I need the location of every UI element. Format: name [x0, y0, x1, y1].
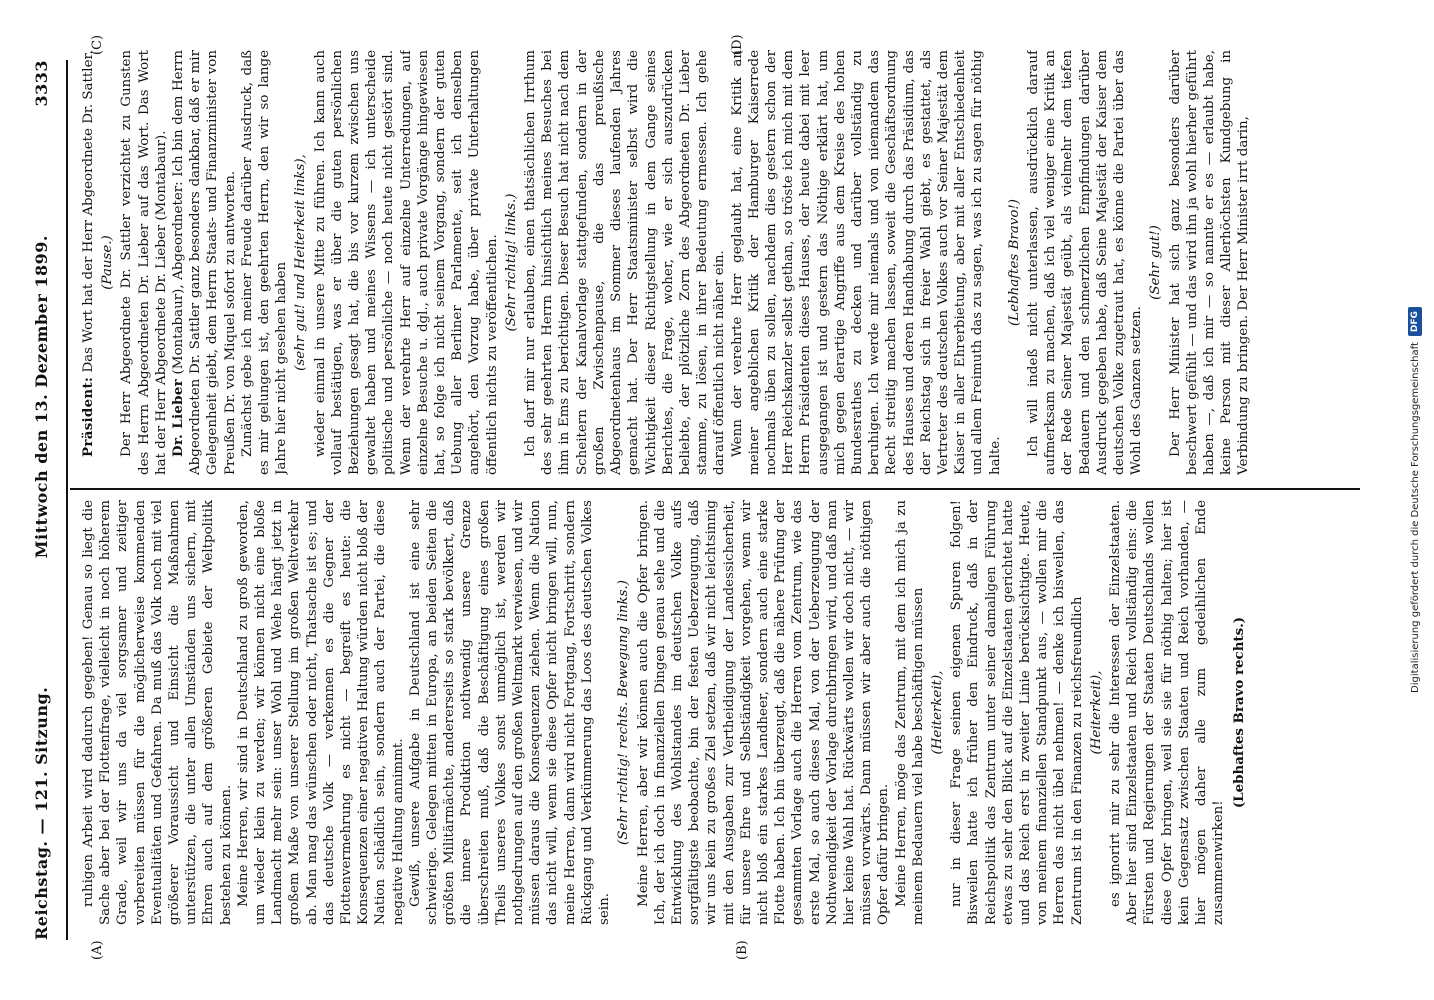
annotation-line: (Pause.) [100, 235, 116, 290]
paragraph: ruhigen Arbeit wird dadurch gegeben! Genau so liegt die Sache aber bei der Flottenfrage, vielleicht in noch höherem Grade, weil wir uns da viel sorgsamer und zeitiger vorbereiten müssen für die möglicherweise kommenden Eventualitäten und Gefahren. Da muß das Volk noch mit viel größerer Voraussicht und Einsicht die Maßnahmen unterstützen, die unter allen Umständen uns sichern, mit Ehren auch auf dem größeren Gebiete der Weltpolitik bestehen zu können. [81, 500, 234, 925]
margin-mark-d: (D) [730, 34, 745, 55]
paragraph: Dr. Lieber (Montabaur), Abgeordneter: Ich bin dem Herrn Abgeordneten Dr. Sattler ganz besonders dankbar, daß er mir Gelegenheit giebt, dem Herrn Staats- und Finanzminister von Preußen Dr. von Miquel sofort zu antworten. [170, 50, 238, 475]
header-date: Mittwoch den 13. Dezember 1899. [32, 235, 51, 559]
paragraph: Der Herr Minister hat sich ganz besonders darüber beschwert gefühlt — und das wird ihn ja wohl hierher geführt haben —, daß ich mir — so nannte er es — erlaubt habe, keine Person mit dieser Allerhöchsten Kundgebung in Verbindung zu bringen. Der Herr Minister irrt darin, [1167, 50, 1252, 475]
page-number: 3333 [32, 60, 51, 107]
paragraph: Ich will indeß nicht unterlassen, ausdrücklich darauf aufmerksam zu machen, daß ich viel weniger eine Kritik an der Rede Seiner Majestät geübt, als vielmehr dem tiefen Bedauern und den schmerzlichen Empfindungen darüber Ausdruck gegeben habe, daß Seine Majestät der Kaiser dem deutschen Volke zugetraut hat, es könne die Partei über das Wohl des Ganzen setzen. [1025, 50, 1145, 475]
paragraph: Gewiß, unsere Aufgabe in Deutschland ist eine sehr schwierige. Gelegen mitten in Europa, an beiden Seiten die größten Militärmächte, andererseits so stark bevölkert, daß die innere Produktion nothwendig unsere Grenze überschreiten muß, daß die Beschäftigung eines großen Theils unseres Volkes sonst unmöglich ist, werden wir nothgedrungen auf den großen Weltmarkt verwiesen, und wir müssen daraus die Konsequenzen ziehen. Wenn die Nation das nicht will, wenn sie diese Opfer nicht bringen will, nun, meine Herren, dann wird nicht Fortgang, Fortschritt, sondern Rückgang und Verkümmerung das Loos des deutschen Volkes sein. [407, 500, 613, 925]
right-column [80, 50, 1360, 475]
paragraph: Meine Herren, möge das Zentrum, mit dem ich mich ja zu meinem Bedauern viel habe beschäftigen müssen [893, 500, 926, 925]
paragraph: Zunächst gebe ich meiner Freude darüber Ausdruck, daß es mir gelungen ist, den geehrten Herrn, den wir so lange Jahre hier nicht gesehen haben [239, 50, 290, 475]
paragraph: Meine Herren, aber wir können auch die Opfer bringen. Ich, der ich doch in finanziellen Dingen genau sehe und die Entwicklung des Wohlstandes im deutschen Volke aufs sorgfältigste beobachte, bin der festen Ueberzeugung, daß wir uns kein zu großes Ziel setzen, daß wir nicht leichtsinnig mit den Ausgaben zur Vertheidigung der Landessicherheit, für unsere Ehre und Selbständigkeit vorgehen, wenn wir nicht bloß ein starkes Landheer, sondern auch eine starke Flotte haben. Ich bin überzeugt, daß die nähere Prüfung der gesammten Vorlage auch die Herren vom Zentrum, wie das erste Mal, so auch dieses Mal, von der Ueberzeugung der Nothwendigkeit der Vorlage durchbringen wird, und daß man hier keine Wahl hat. Rückwärts wollen wir doch nicht, — wir müssen vorwärts. Dann müssen wir aber auch die nöthigen Opfer dafür bringen. [635, 500, 892, 925]
speaker-name: Präsident: [80, 376, 96, 457]
margin-mark-a: (A) [90, 940, 105, 960]
paragraph: nur in dieser Frage seinen eigenen Spuren folgen! Bisweilen hatte ich früher den Eindruck, daß in der Reichspolitik das Zentrum unter seiner damaligen Führung etwas zu sehr den Blick auf die Einzelstaaten gerichtet hatte und das Reich erst in zweiter Linie berücksichtigte. Heute, von meinem finanziellen Standpunkt aus, — wollen mir die Herren das nicht übel nehmen! — denke ich bisweilen, das Zentrum ist in den Finanzen zu reichsfreundlich [949, 500, 1085, 925]
annotation-line: (Heiterkeit), [1088, 670, 1104, 755]
paragraph: Wenn der verehrte Herr geglaubt hat, eine Kritik an meiner angeblichen Kritik der Hamburger Kaiserrede nochmals üben zu sollen, nachdem dies gestern schon der Herr Reichskanzler selbst gethan, so tröste ich mich mit dem Herrn Präsidenten dieses Hauses, der heute dabei mit leer ausgegangen ist und gestern das Nöthige erklärt hat, um mich gegen derartige Angriffe aus dem Kreise des hohen Bundesrathes zu decken und darüber vollständig zu beruhigen. Ich werde mir niemals und von niemandem das Recht streitig machen lassen, soweit die Geschäftsordnung des Hauses und deren Handhabung durch das Präsidium, das der Reichstag sich in freier Wahl giebt, es gestattet, als Vertreter des deutschen Volkes auch vor Seiner Majestät dem Kaiser in aller Ehrerbietung, aber mit aller Entschiedenheit und allem Freimuth das zu sagen, was ich zu sagen für nöthig halte. [729, 50, 1003, 475]
left-column [80, 500, 1360, 925]
paragraph: Präsident: Das Wort hat der Herr Abgeordnete Dr. Sattler. [80, 50, 96, 457]
digitization-text: Digitalisierung gefördert durch die Deutsche Forschungsgemeinschaft [1409, 342, 1421, 693]
dfg-logo: DFG [1408, 307, 1422, 336]
margin-mark-c: (C) [90, 34, 105, 55]
paragraph: wieder einmal in unsere Mitte zu führen. Ich kann auch vollauf bestätigen, was er über die guten persönlichen Beziehungen gesagt hat, die bis vor kurzem zwischen uns gewaltet haben und meines Wissens — ich unterscheide politische und persönliche — noch heute nicht gestört sind. Wenn der verehrte Herr auf einzelne Unterredungen, auf einzelne Besuche u. dgl., auch private Vorgänge hingewiesen hat, so folge ich nicht seinem Vorgang, sondern der guten Uebung aller Berliner Parlamente, seit ich denselben angehört, den Vorzug habe, über private Unterhaltungen öffentlich nichts zu veröffentlichen. [312, 50, 500, 475]
digitization-note [1404, 120, 1426, 880]
column-divider [70, 488, 1360, 490]
paragraph: Meine Herren, wir sind in Deutschland zu groß geworden, um wieder klein zu werden; wir können nicht eine bloße Landmacht mehr sein: unser Wohl und Wehe hängt jetzt in großem Maße von unserer Stellung im großen Weltverkehr ab. Man mag das wünschen oder nicht, Thatsache ist es; und das deutsche Volk — verkennen es die Gegner der Flottenvermehrung es nicht — begreift es heute: die Konsequenzen einer negativen Haltung würden nicht bloß der Nation schädlich sein, sondern auch der Partei, die diese negative Haltung annimmt. [235, 500, 406, 925]
paragraph: Ich darf mir nur erlauben, einen thatsächlichen Irrthum des sehr geehrten Herrn hinsichtlich meines Besuches bei ihm in Ems zu berichtigen. Dieser Besuch hat nicht nach dem Scheitern der Kanalvorlage stattgefunden, sondern in der großen Zwischenpause, die das preußische Abgeordnetenhaus im Sommer dieses laufenden Jahres gemacht hat. Der Herr Staatsminister selbst wird die Wichtigkeit dieser Richtigstellung in dem Gange seines Berichtes, die Frage, woher, wie er sich auszudrücken beliebte, der plötzliche Zorn des Abgeordneten Dr. Lieber stamme, zu lösen, in ihrer Bedeutung ermessen. Ich gehe darauf öffentlich nicht näher ein. [523, 50, 728, 475]
annotation-line: (Lebhaftes Bravo!) [1006, 198, 1022, 327]
annotation-line: (Sehr gut!) [1148, 225, 1164, 300]
margin-mark-b: (B) [735, 940, 750, 960]
annotation-line: (Sehr richtig! links.) [503, 193, 519, 332]
paragraph: Der Herr Abgeordnete Dr. Sattler verzichtet zu Gunsten des Herrn Abgeordneten Dr. Lieber auf das Wort. Das Wort hat der Herr Abgeordnete Dr. Lieber (Montabaur). [119, 50, 169, 475]
speaker-name: Dr. Lieber [170, 378, 187, 457]
annotation-line: (Sehr richtig! rechts. Bewegung links.) [616, 580, 632, 845]
annotation-line: (Lebhaftes Bravo rechts.) [1231, 616, 1248, 809]
header-left: Reichstag. — 121. Sitzung. [32, 686, 51, 940]
annotation-line: (sehr gut! und Heiterkeit links), [293, 154, 309, 371]
annotation-line: (Heiterkeit), [929, 670, 945, 755]
paragraph: es ignorirt mir zu sehr die Interessen der Einzelstaaten. Aber hier sind Einzelstaaten und Reich vollständig eins: die Fürsten und Regierungen der Staaten Deutschlands wollen diese Opfer bringen, weil sie sie für nöthig halten; hier ist kein Gegensatz zwischen Staaten und Reich vorhanden, — hier mögen daher alle zum gedeihlichen Ende zusammenwirken! [1107, 500, 1227, 925]
header-rule [66, 60, 68, 940]
page-header [32, 60, 62, 940]
